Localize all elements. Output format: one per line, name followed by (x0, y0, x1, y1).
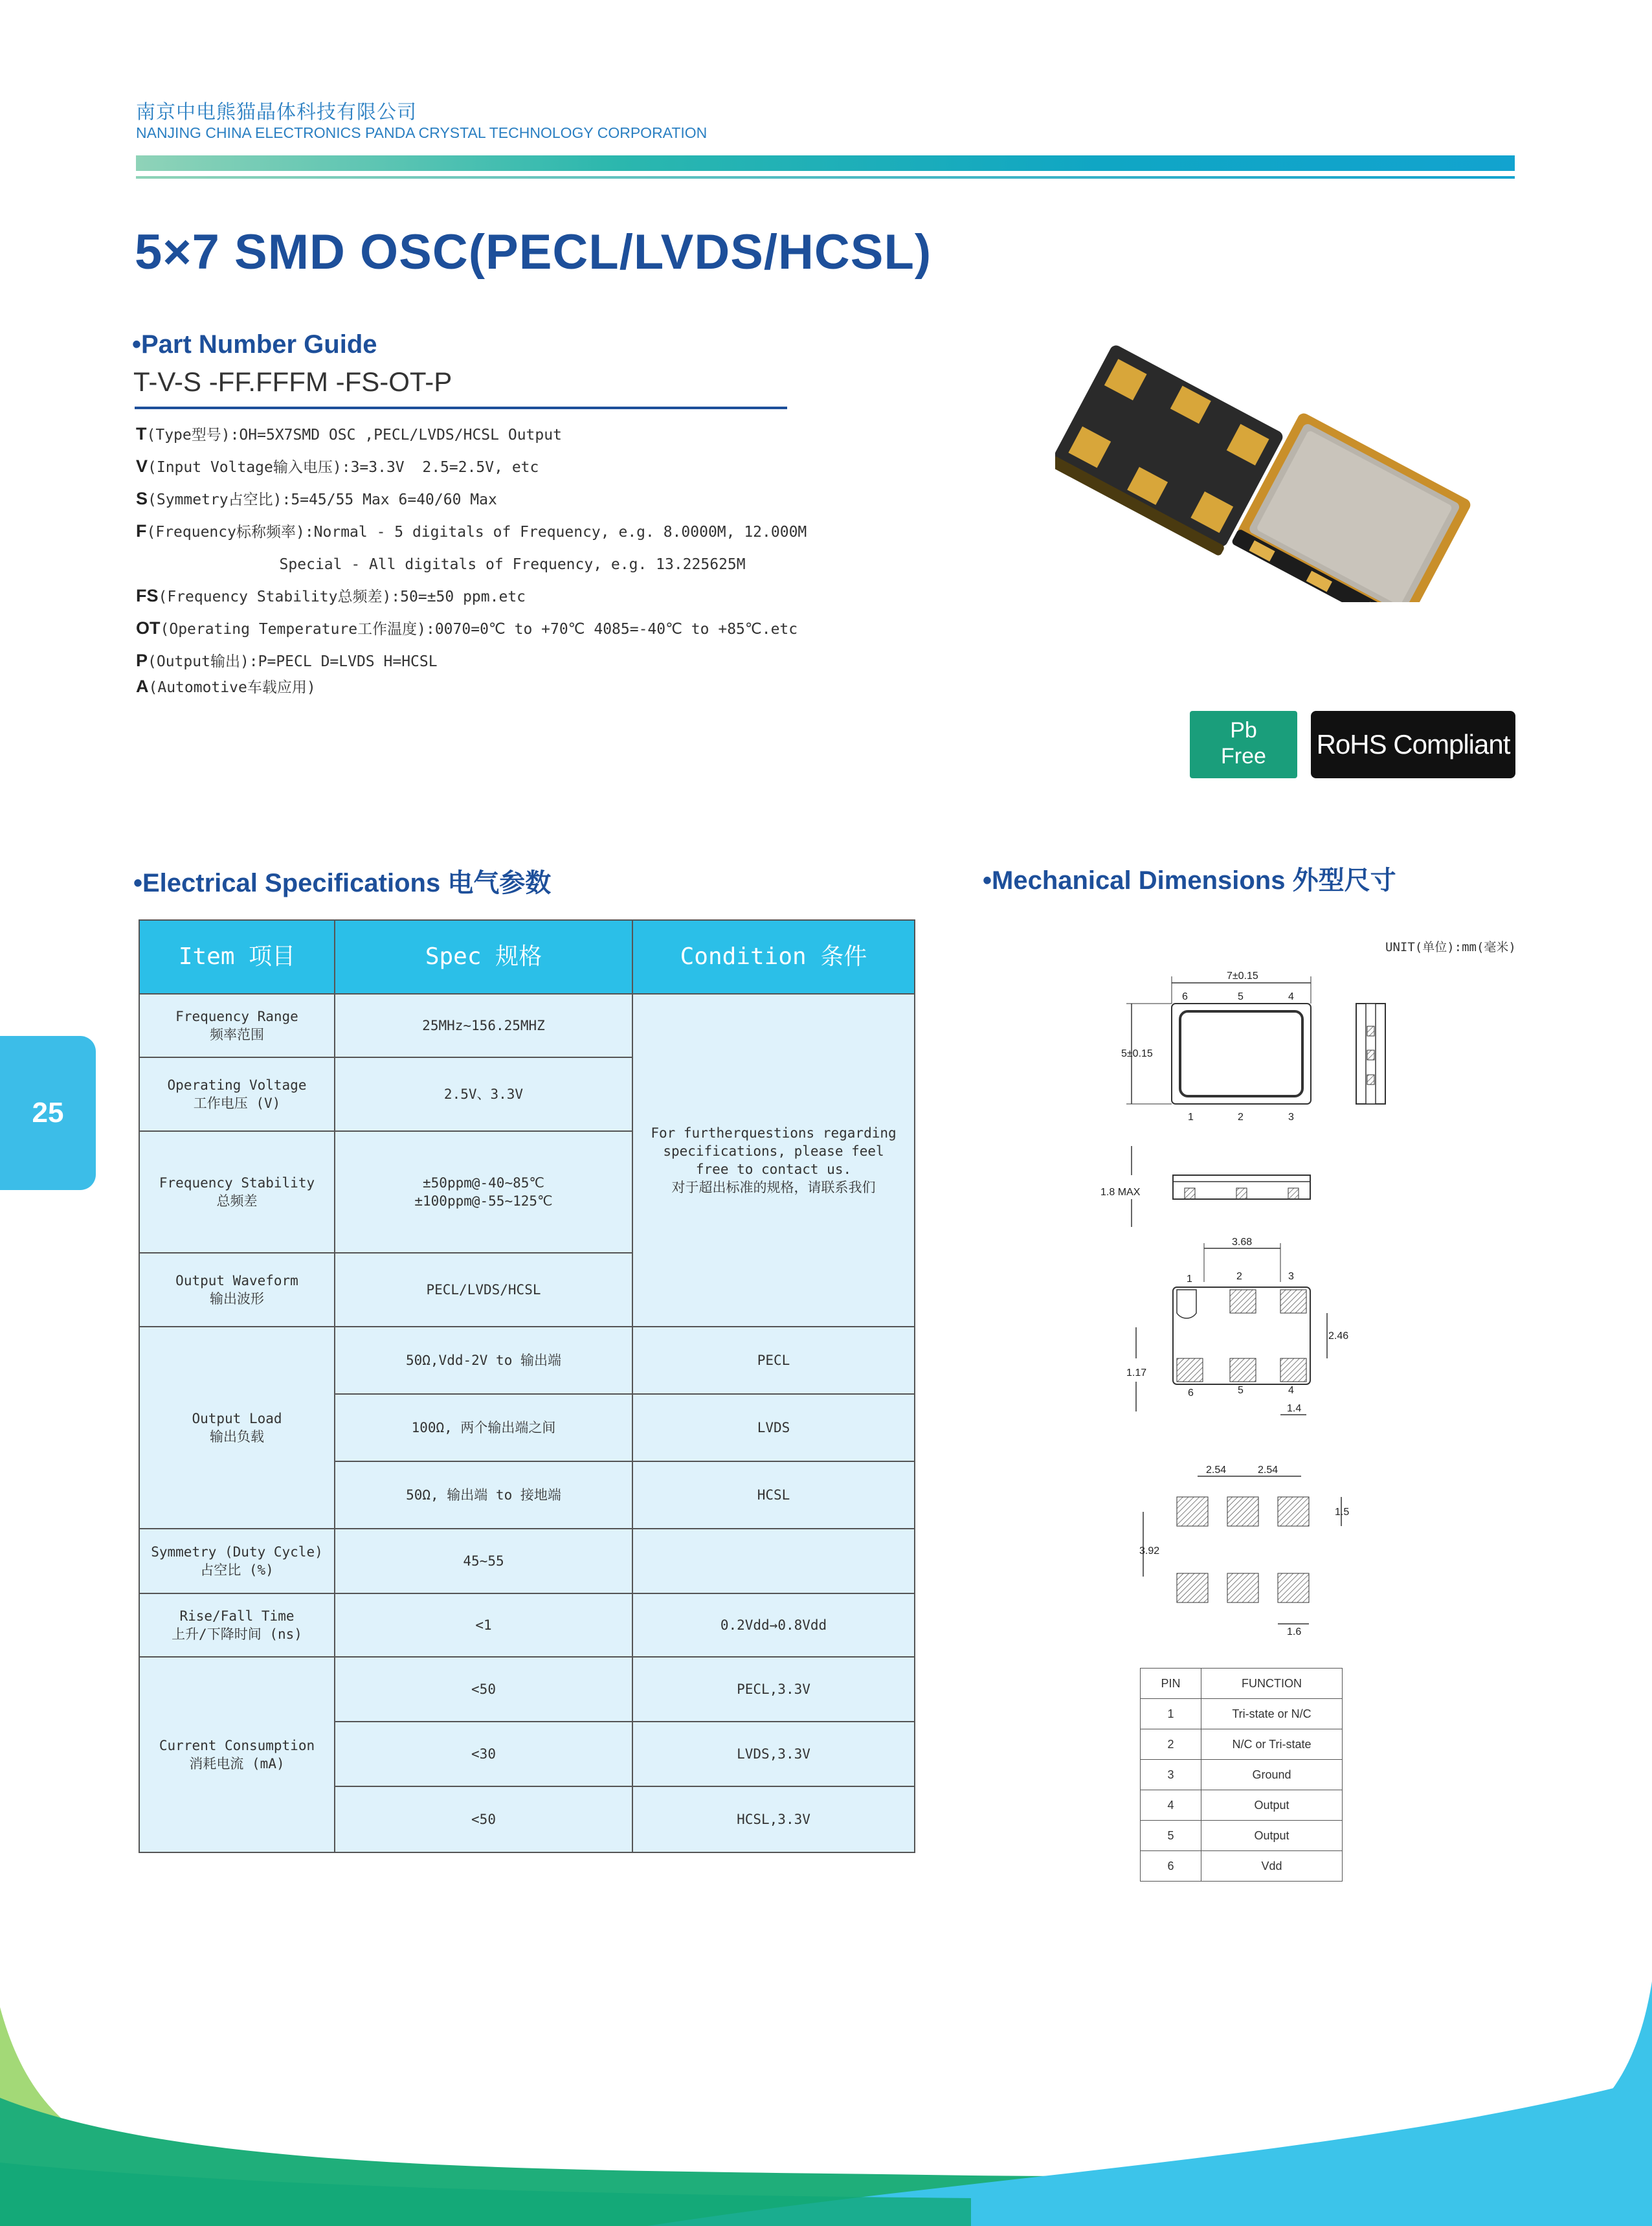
dim-pitch-2: 2.54 (1258, 1465, 1278, 1476)
item-cell: Operating Voltage 工作电压 (V) (139, 1057, 335, 1131)
header-thin-line (136, 176, 1515, 179)
dim-edge: 1.17 (1126, 1367, 1147, 1378)
contact-note-cell: For furtherquestions regarding specifications, please feel free to contact us. 对于超出标准的规格，请联系我们 (632, 994, 915, 1327)
legend-line: A(Automotive车载应用) (136, 677, 316, 696)
dim-pad-row-gap: 2.46 (1328, 1331, 1349, 1342)
spec-cell: <50 (335, 1786, 632, 1852)
condition-cell: HCSL,3.3V (632, 1786, 915, 1852)
mechanical-drawing (1100, 958, 1398, 1638)
item-cell: Symmetry (Duty Cycle) 占空比 (%) (139, 1529, 335, 1593)
dim-land-gap: 3.92 (1139, 1546, 1160, 1557)
dim-length: 7±0.15 (1227, 971, 1258, 982)
rohs-badge: RoHS Compliant (1311, 711, 1515, 778)
unit-note: UNIT(单位):mm(毫米) (1385, 940, 1516, 954)
spec-cell: <30 (335, 1722, 632, 1786)
front-view (1100, 1146, 1310, 1227)
footer-wave (0, 1981, 1652, 2226)
table-row (139, 994, 915, 1057)
spec-cell: <1 (335, 1593, 632, 1657)
svg-text:4: 4 (1288, 1385, 1294, 1396)
svg-text:5: 5 (1238, 991, 1244, 1002)
svg-text:1: 1 (1188, 1112, 1194, 1123)
spec-cell: 50Ω,Vdd-2V to 输出端 (335, 1327, 632, 1394)
svg-text:2: 2 (1238, 1112, 1244, 1123)
spec-cell: 45~55 (335, 1529, 632, 1593)
condition-cell (632, 1529, 915, 1593)
item-cell: Frequency Stability 总频差 (139, 1131, 335, 1253)
electrical-heading: •Electrical Specifications 电气参数 (133, 869, 552, 897)
pin-header: PIN (1141, 1669, 1201, 1699)
svg-text:1: 1 (1187, 1274, 1192, 1285)
table-row: 3 Ground (1141, 1760, 1343, 1790)
svg-text:5: 5 (1238, 1385, 1244, 1396)
spec-cell: PECL/LVDS/HCSL (335, 1253, 632, 1327)
table-row: 1 Tri-state or N/C (1141, 1699, 1343, 1729)
svg-text:6: 6 (1188, 1388, 1194, 1399)
condition-cell: LVDS (632, 1394, 915, 1461)
pb-free-badge: Pb Free (1190, 711, 1297, 778)
table-row: 4 Output (1141, 1790, 1343, 1821)
svg-text:4: 4 (1288, 991, 1294, 1002)
part-number-heading: •Part Number Guide (132, 330, 377, 359)
legend-line: FS(Frequency Stability总频差):50=±50 ppm.etc (136, 586, 526, 605)
svg-text:2: 2 (1236, 1271, 1242, 1282)
legend-line: T(Type型号):OH=5X7SMD OSC ,PECL/LVDS/HCSL Output (136, 424, 562, 444)
svg-text:3: 3 (1288, 1271, 1294, 1282)
col-header-item: Item 项目 (139, 920, 335, 994)
land-pattern (1139, 1465, 1349, 1637)
svg-text:3: 3 (1288, 1112, 1294, 1123)
dim-land-width: 1.6 (1287, 1626, 1302, 1637)
spec-cell: 2.5V、3.3V (335, 1057, 632, 1131)
mechanical-heading: •Mechanical Dimensions 外型尺寸 (983, 866, 1396, 895)
part-number-formula: T-V-S -FF.FFFM -FS-OT-P (133, 366, 452, 397)
item-cell: Rise/Fall Time 上升/下降时间 (ns) (139, 1593, 335, 1657)
dim-pad-span: 3.68 (1232, 1237, 1253, 1248)
table-row (139, 1657, 915, 1722)
table-row (139, 1593, 915, 1657)
company-name-en: NANJING CHINA ELECTRONICS PANDA CRYSTAL TECHNOLOGY CORPORATION (136, 124, 708, 141)
item-cell: Current Consumption 消耗电流 (mA) (139, 1657, 335, 1852)
legend-line: F(Frequency标称频率):Normal - 5 digitals of Frequency, e.g. 8.0000M, 12.000M (136, 521, 807, 541)
dim-width: 5±0.15 (1121, 1048, 1153, 1059)
table-row (139, 1529, 915, 1593)
spec-cell: <50 (335, 1657, 632, 1722)
bottom-view (1126, 1237, 1348, 1415)
item-cell: Output Load 输出负载 (139, 1327, 335, 1529)
legend-line: P(Output输出):P=PECL D=LVDS H=HCSL (136, 651, 438, 670)
legend-line: Special - All digitals of Frequency, e.g. 13.225625M (136, 556, 746, 573)
dim-land-height: 1.5 (1335, 1507, 1350, 1518)
svg-text:6: 6 (1182, 991, 1188, 1002)
company-name-cn: 南京中电熊猫晶体科技有限公司 (136, 101, 417, 124)
condition-cell: 0.2Vdd→0.8Vdd (632, 1593, 915, 1657)
electrical-spec-table (139, 919, 915, 1853)
spec-cell: ±50ppm@-40~85℃ ±100ppm@-55~125℃ (335, 1131, 632, 1253)
condition-cell: PECL,3.3V (632, 1657, 915, 1722)
spec-cell: 25MHz~156.25MHZ (335, 994, 632, 1057)
function-header: FUNCTION (1201, 1669, 1343, 1699)
table-row: 5 Output (1141, 1821, 1343, 1851)
legend-line: V(Input Voltage输入电压):3=3.3V 2.5=2.5V, etc (136, 456, 539, 476)
page-number-tab: 25 (0, 1036, 96, 1190)
product-photo (1055, 298, 1521, 602)
condition-cell: PECL (632, 1327, 915, 1394)
top-view (1121, 971, 1385, 1123)
dim-pad-width: 1.4 (1287, 1403, 1302, 1414)
header-gradient-bar (136, 155, 1515, 171)
spec-cell: 50Ω, 输出端 to 接地端 (335, 1461, 632, 1529)
dim-height: 1.8 MAX (1100, 1187, 1141, 1198)
table-row: 6 Vdd (1141, 1851, 1343, 1882)
legend-line: OT(Operating Temperature工作温度):0070=0℃ to +70℃ 4085=-40℃ to +85℃.etc (136, 618, 798, 638)
pin-function-table (1140, 1668, 1343, 1882)
condition-cell: HCSL (632, 1461, 915, 1529)
col-header-spec: Spec 规格 (335, 920, 632, 994)
page-title: 5×7 SMD OSC(PECL/LVDS/HCSL) (135, 225, 932, 280)
table-row: 2 N/C or Tri-state (1141, 1729, 1343, 1760)
part-number-divider (135, 407, 787, 409)
spec-cell: 100Ω, 两个输出端之间 (335, 1394, 632, 1461)
col-header-condition: Condition 条件 (632, 920, 915, 994)
part-number-legend (136, 420, 807, 698)
item-cell: Output Waveform 输出波形 (139, 1253, 335, 1327)
table-row (139, 1327, 915, 1394)
condition-cell: LVDS,3.3V (632, 1722, 915, 1786)
item-cell: Frequency Range 频率范围 (139, 994, 335, 1057)
dim-pitch-1: 2.54 (1206, 1465, 1227, 1476)
legend-line: S(Symmetry占空比):5=45/55 Max 6=40/60 Max (136, 489, 497, 508)
